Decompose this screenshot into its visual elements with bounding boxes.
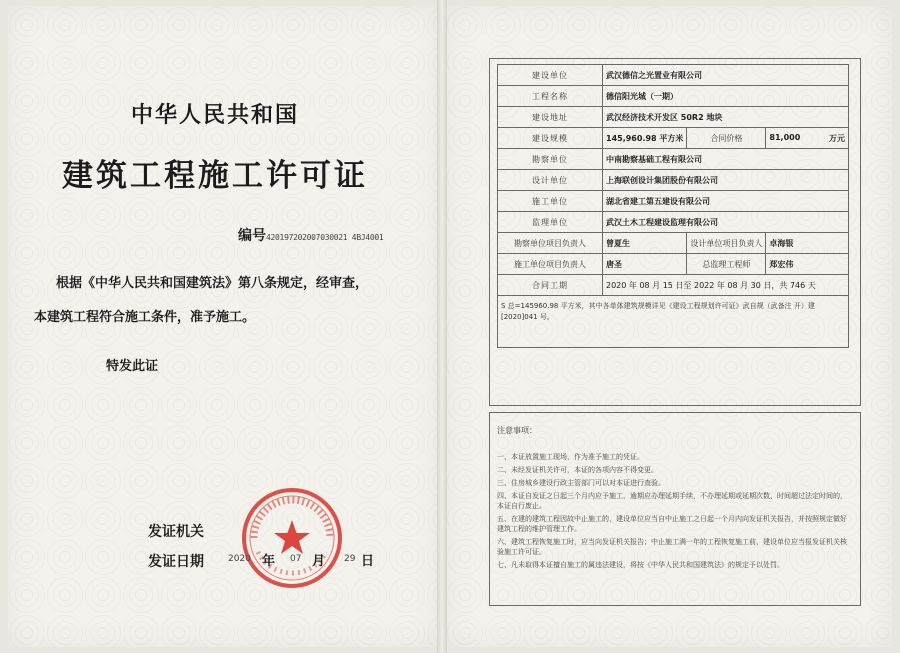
day-unit: 日 <box>361 554 375 569</box>
number-value: 420197202007030021 4BJ4001 <box>266 233 384 242</box>
chief-supervisor-value: 郑宏伟 <box>766 254 849 275</box>
certify-text: 特发此证 <box>106 359 159 374</box>
builder-lead-label: 施工单位项目负责人 <box>498 254 603 275</box>
period-label: 合同工期 <box>498 275 603 296</box>
builder-unit-label: 施工单位 <box>498 191 603 212</box>
issue-year: 2020 <box>228 554 251 564</box>
paragraph-line-2: 本建筑工程符合施工条件，准予施工。 <box>34 310 256 325</box>
table-row <box>498 149 849 170</box>
table-row <box>498 191 849 212</box>
contract-price-value: 81,000 <box>769 132 801 142</box>
list-item: 四、本证自发证之日起三个月内应予施工，逾期应办理延期手续，不办理延期或延期次数、时间超过法定时间的，本证自行废止。 <box>497 492 847 510</box>
project-name-value: 德信阳光城（一期） <box>603 86 849 107</box>
address-label: 建设地址 <box>498 107 603 128</box>
permit-number <box>238 225 383 245</box>
list-item: 一、本证放置施工现场，作为准予施工的凭证。 <box>497 453 644 461</box>
list-item: 三、住房城乡建设行政主管部门可以对本证进行查验。 <box>497 479 665 487</box>
construction-unit-value: 武汉德信之光置业有限公司 <box>603 65 849 86</box>
list-item: 五、在建的建筑工程因故中止施工的，建设单位应当自中止施工之日起一个月内向发证机关报告，并按照规定做好建筑工程的维护管理工作。 <box>497 515 847 533</box>
official-seal-icon <box>240 486 344 590</box>
table-row <box>498 65 849 86</box>
builder-unit-value: 湖北省建工第五建设有限公司 <box>603 191 849 212</box>
table-row <box>498 170 849 191</box>
supervisor-unit-label: 监理单位 <box>498 212 603 233</box>
address-value: 武汉经济技术开发区 50R2 地块 <box>603 107 849 128</box>
month-unit: 月 <box>312 554 326 569</box>
issuer-label: 发证机关 <box>148 524 204 540</box>
remark-cell: S 总=145960.98 平方米，其中各单体建筑规模详见《建设工程规划许可证》武自规（武备注 开）建[2020]041 号。 <box>498 296 849 348</box>
construction-unit-label: 建设单位 <box>498 65 603 86</box>
permit-title: 建筑工程施工许可证 <box>62 158 368 194</box>
contract-price-unit: 万元 <box>829 133 845 143</box>
scale-value: 145,960.98 平方米 <box>603 128 687 149</box>
issue-date-label: 发证日期 <box>148 554 204 570</box>
table-row <box>498 296 849 348</box>
design-unit-label: 设计单位 <box>498 170 603 191</box>
table-row <box>498 86 849 107</box>
scale-label: 建设规模 <box>498 128 603 149</box>
number-label: 编号 <box>238 228 266 244</box>
list-item: 二、未经发证机关许可，本证的各项内容不得变更。 <box>497 466 658 474</box>
issue-day: 29 <box>344 554 356 564</box>
table-row <box>498 233 849 254</box>
issue-month: 07 <box>290 554 302 564</box>
period-value: 2020 年 08 月 15 日至 2022 年 08 月 30 日，共 746 天 <box>603 275 849 296</box>
table-row <box>498 128 849 149</box>
contract-price-cell <box>766 128 849 149</box>
book-spine <box>437 0 447 653</box>
contract-price-label: 合同价格 <box>687 128 766 149</box>
survey-lead-value: 曾夏生 <box>603 233 687 254</box>
year-unit: 年 <box>262 554 276 569</box>
table-row <box>498 254 849 275</box>
notice-list <box>497 452 849 573</box>
design-lead-label: 设计单位项目负责人 <box>687 233 766 254</box>
paragraph-line-1: 根据《中华人民共和国建筑法》第八条规定，经审查， <box>56 276 369 291</box>
permit-info-table <box>497 64 849 348</box>
table-row <box>498 275 849 296</box>
design-unit-value: 上海联创设计集团股份有限公司 <box>603 170 849 191</box>
country-title: 中华人民共和国 <box>130 103 299 128</box>
survey-unit-label: 勘察单位 <box>498 149 603 170</box>
list-item: 七、凡未取得本证擅自施工的属违法建设，将按《中华人民共和国建筑法》的规定予以处罚。 <box>497 561 784 569</box>
supervisor-unit-value: 武汉土木工程建设监理有限公司 <box>603 212 849 233</box>
survey-unit-value: 中南勘察基础工程有限公司 <box>603 149 849 170</box>
chief-supervisor-label: 总监理工程师 <box>687 254 766 275</box>
builder-lead-value: 唐圣 <box>603 254 687 275</box>
notice-title: 注意事项： <box>497 426 537 435</box>
design-lead-value: 卓海银 <box>766 233 849 254</box>
table-row <box>498 212 849 233</box>
project-name-label: 工程名称 <box>498 86 603 107</box>
list-item: 六、建筑工程恢复施工时，应当向发证机关报告；中止施工满一年的工程恢复施工前，建设单位应当报发证机关核验施工许可证。 <box>497 538 847 556</box>
table-row <box>498 107 849 128</box>
survey-lead-label: 勘察单位项目负责人 <box>498 233 603 254</box>
